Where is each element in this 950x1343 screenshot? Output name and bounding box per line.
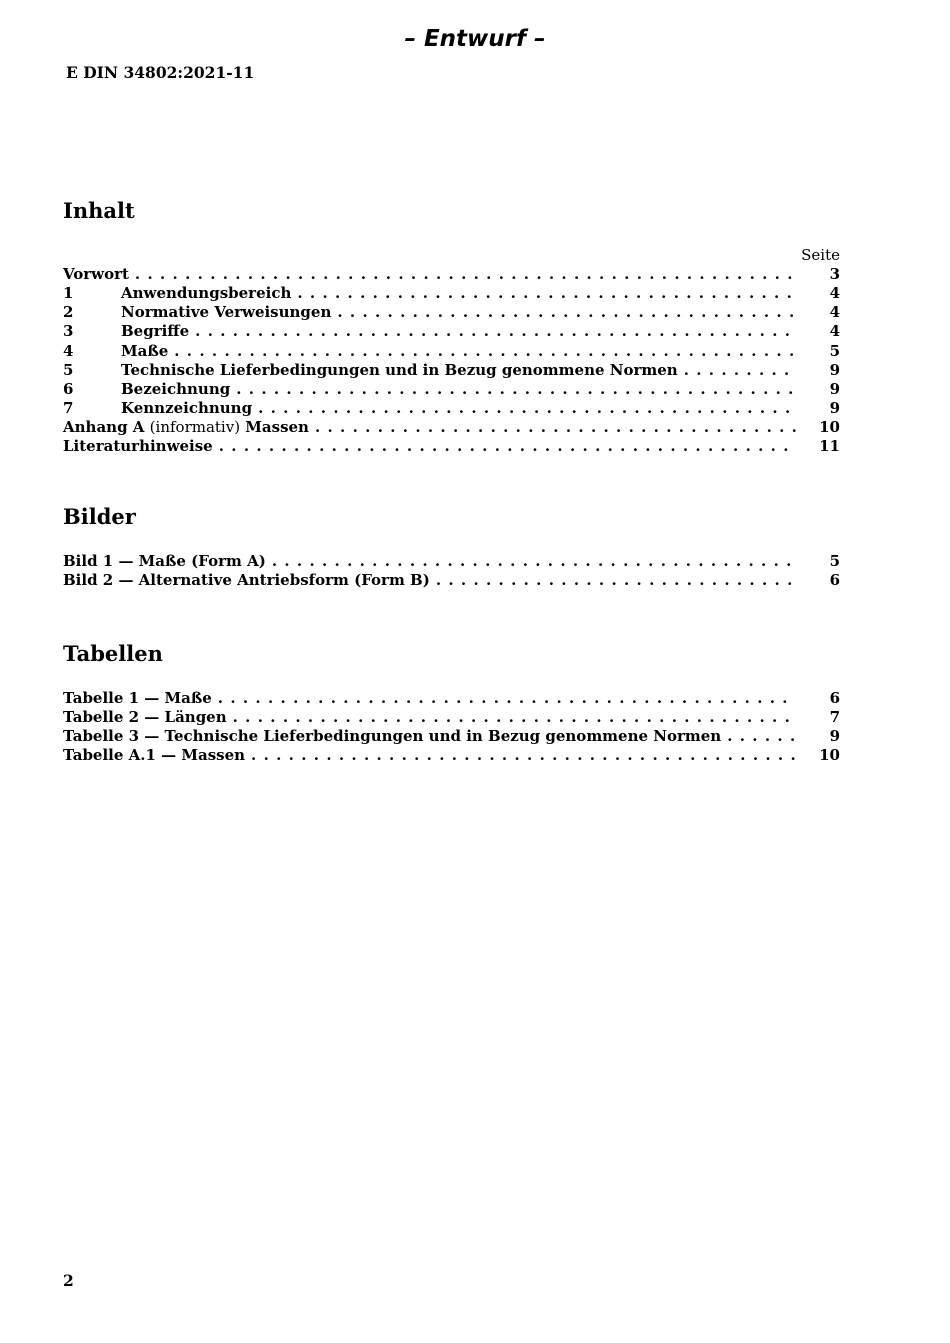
toc-entry-5[interactable] [63,361,840,380]
dot-leader [251,746,796,765]
toc-entry-title: Kennzeichnung [121,399,258,418]
toc-entry-title: Vorwort [63,265,135,284]
figure-entry-2[interactable] [63,571,840,590]
toc-entry-number: 5 [63,360,74,379]
dot-leader [297,284,796,303]
annex-type: (informativ) [149,418,241,437]
table-entry-2[interactable] [63,708,840,727]
toc-entry-number: 2 [63,303,74,322]
table-entry-title: Tabelle 1 — Maße [63,689,218,708]
toc-entry-page: 10 [819,418,840,437]
toc-entry-title: Literaturhinweise [63,437,219,456]
dot-leader [436,571,796,590]
toc-entry-1[interactable] [63,284,840,303]
figure-entry-page: 6 [829,571,840,590]
toc-entry-title: Maße [121,342,174,361]
toc-entry-number: 3 [63,322,74,341]
tables-list [63,689,840,766]
figure-entry-1[interactable] [63,552,840,571]
toc-entry-2[interactable] [63,303,840,322]
document-identifier: E DIN 34802:2021-11 [66,63,255,82]
table-entry-page: 7 [829,708,840,727]
annex-title: Massen [245,418,309,437]
figures-heading: Bilder [63,504,136,529]
toc-entry-page: 5 [829,341,840,360]
toc-entry-literatur[interactable] [63,437,840,456]
toc-entry-title: Normative Verweisungen [121,303,337,322]
table-entry-3[interactable] [63,727,840,746]
table-entry-page: 6 [829,689,840,707]
dot-leader [218,689,796,708]
toc-entry-annex-a[interactable] [63,418,840,437]
dot-leader [272,552,796,571]
dot-leader [258,399,796,418]
dot-leader [337,303,796,322]
contents-heading: Inhalt [63,198,135,223]
toc-entry-title: Technische Lieferbedingungen und in Bezug genommene Normen [121,361,684,380]
figure-entry-title: Bild 1 — Maße (Form A) [63,552,272,571]
toc-entry-4[interactable] [63,342,840,361]
table-entry-title: Tabelle 2 — Längen [63,708,233,727]
toc-entry-number: 6 [63,379,74,398]
page-column-label: Seite [801,246,840,264]
dot-leader [195,322,796,341]
toc-entry-page: 3 [829,265,840,283]
figures-list [63,552,840,590]
table-entry-title: Tabelle 3 — Technische Lieferbedingungen und in Bezug genommene Normen [63,727,727,746]
figure-entry-page: 5 [829,552,840,570]
dot-leader [135,265,796,284]
table-entry-title: Tabelle A.1 — Massen [63,746,251,765]
toc-entry-title: Anwendungsbereich [121,284,297,303]
dot-leader [315,418,796,437]
page-number: 2 [63,1271,74,1290]
toc-entry-page: 11 [819,437,840,456]
dot-leader [236,380,796,399]
toc-entry-number: 1 [63,284,74,303]
toc-entry-3[interactable] [63,322,840,341]
draft-watermark-title: – Entwurf – [404,26,546,52]
toc-entry-page: 9 [829,379,840,398]
figure-entry-title: Bild 2 — Alternative Antriebsform (Form B) [63,571,436,590]
toc-entry-title: Bezeichnung [121,380,236,399]
toc-entry-title: Begriffe [121,322,195,341]
contents-list [63,265,840,456]
toc-entry-title [63,418,315,437]
toc-entry-6[interactable] [63,380,840,399]
toc-entry-page: 4 [829,322,840,341]
toc-entry-page: 9 [829,398,840,417]
table-entry-1[interactable] [63,689,840,708]
table-entry-a1[interactable] [63,746,840,765]
dot-leader [727,727,796,746]
table-entry-page: 9 [829,727,840,746]
dot-leader [219,437,796,456]
toc-entry-number: 4 [63,341,74,360]
toc-entry-page: 4 [829,284,840,303]
tables-heading: Tabellen [63,641,163,666]
dot-leader [233,708,796,727]
dot-leader [684,361,796,380]
toc-entry-vorwort[interactable] [63,265,840,284]
annex-label: Anhang A [63,418,145,437]
dot-leader [174,342,796,361]
table-entry-page: 10 [819,746,840,765]
toc-entry-page: 4 [829,303,840,322]
toc-entry-number: 7 [63,398,74,417]
toc-entry-page: 9 [829,360,840,379]
toc-entry-7[interactable] [63,399,840,418]
